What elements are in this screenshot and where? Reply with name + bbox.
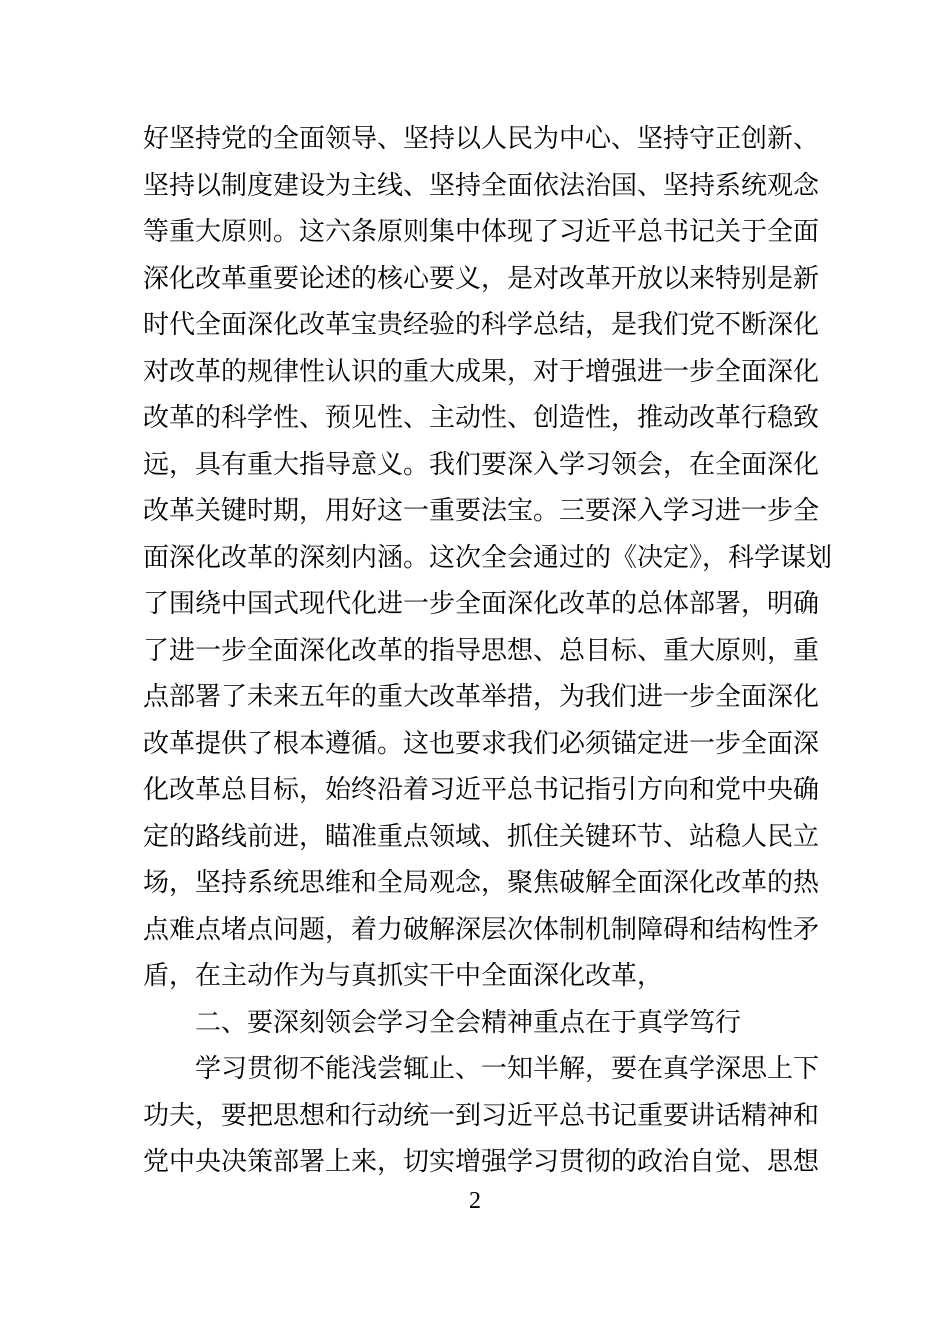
text-line: 功夫，要把思想和行动统一到习近平总书记重要讲话精神和 (143, 1100, 820, 1131)
text-line: 坚持以制度建设为主线、坚持全面依法治国、坚持系统观念 (143, 170, 820, 201)
text-line: 盾，在主动作为与真抓实干中全面深化改革， (143, 961, 664, 991)
text-line: 时代全面深化改革宝贵经验的科学总结，是我们党不断深化 (143, 310, 820, 340)
text-line: 远，具有重大指导意义。我们要深入学习领会，在全面深化 (143, 449, 820, 480)
text-line: 了进一步全面深化改革的指导思想、总目标、重大原则，重 (143, 635, 820, 666)
text-line: 点难点堵点问题，着力破解深层次体制机制障碍和结构性矛 (143, 914, 820, 945)
text-line: 改革的科学性、预见性、主动性、创造性，推动改革行稳致 (143, 403, 820, 433)
text-line: 改革关键时期，用好这一重要法宝。三要深入学习进一步全 (143, 496, 820, 526)
page-number: 2 (469, 1188, 481, 1214)
text-line: 化改革总目标，始终沿着习近平总书记指引方向和党中央确 (143, 775, 820, 805)
text-line: 对改革的规律性认识的重大成果，对于增强进一步全面深化 (143, 356, 820, 387)
text-line: 面深化改革的深刻内涵。这次全会通过的《决定》，科学谋划 (143, 542, 833, 573)
text-line: 定的路线前进，瞄准重点领域、抓住关键环节、站稳人民立 (143, 821, 820, 852)
text-line: 点部署了未来五年的重大改革举措，为我们进一步全面深化 (143, 682, 820, 712)
paragraph-first-line: 学习贯彻不能浅尝辄止、一知半解，要在真学深思上下 (195, 1054, 820, 1084)
body-text (143, 116, 833, 1186)
text-line: 改革提供了根本遵循。这也要求我们必须锚定进一步全面深 (143, 728, 820, 759)
text-line: 等重大原则。这六条原则集中体现了习近平总书记关于全面 (143, 217, 820, 247)
text-line: 好坚持党的全面领导、坚持以人民为中心、坚持守正创新、 (143, 124, 820, 154)
text-line: 场，坚持系统思维和全局观念，聚焦破解全面深化改革的热 (143, 868, 820, 898)
text-line: 党中央决策部署上来，切实增强学习贯彻的政治自觉、思想 (143, 1147, 820, 1177)
section-heading: 二、要深刻领会学习全会精神重点在于真学笃行 (195, 1007, 742, 1038)
text-line: 深化改革重要论述的核心要义，是对改革开放以来特别是新 (143, 263, 820, 294)
text-line: 了围绕中国式现代化进一步全面深化改革的总体部署，明确 (143, 589, 820, 619)
